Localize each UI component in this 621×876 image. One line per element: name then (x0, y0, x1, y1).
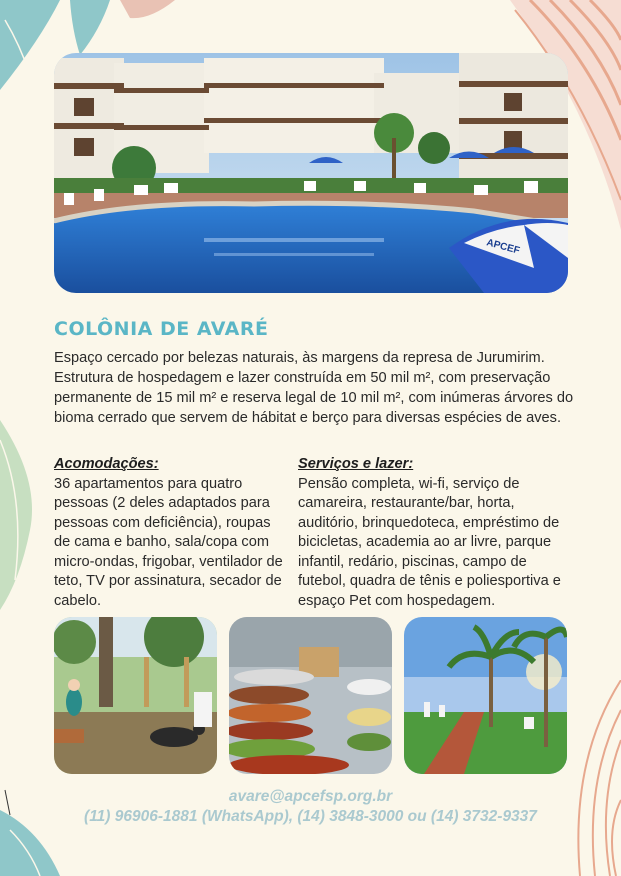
services-section (298, 455, 570, 611)
photo-restaurant-buffet (229, 617, 392, 774)
hotel-pool-illustration (54, 53, 568, 293)
page-title: COLÔNIA DE AVARÉ (54, 318, 269, 340)
accommodations-heading: Acomodações: (54, 456, 159, 472)
photo-garden-palms (404, 617, 567, 774)
intro-paragraph: Espaço cercado por belezas naturais, às margens da represa de Jurumirim. Estrutura de hospedagem e lazer construída em 50 mil m², com preservação permanente de 15 mil m² e reserva legal de 10 mil m², com inúmeras árvores do bioma cerrado que servem de hábitat e berço para diversas espécies de aves. (54, 350, 574, 426)
accommodations-text: 36 apartamentos para quatro pessoas (2 deles adaptados para pessoas com deficiência), roupas de cama e banho, sala/copa com micro-ondas, frigobar, ventilador de teto, TV por assinatura, secador de cabelo. (54, 475, 283, 609)
umbrella-logo: APCEF (485, 237, 521, 257)
contact-email[interactable]: avare@apcefsp.org.br (228, 788, 393, 805)
photo-pet-area (54, 617, 217, 774)
services-heading: Serviços e lazer: (298, 456, 414, 472)
hero-photo-hotel-pool (54, 53, 568, 293)
contact-phones: (11) 96906-1881 (WhatsApp), (14) 3848-3000 ou (14) 3732-9337 (84, 808, 537, 825)
services-text: Pensão completa, wi-fi, serviço de camareira, restaurante/bar, horta, auditório, brinquedoteca, empréstimo de bicicletas, academia ao ar livre, parque infantil, redário, piscinas, campo de futebol, quadra de tênis e poliesportiva e espaço Pet com hospedagem. (298, 475, 561, 609)
accommodations-section (54, 455, 288, 611)
leaf-decoration-left (0, 420, 40, 610)
